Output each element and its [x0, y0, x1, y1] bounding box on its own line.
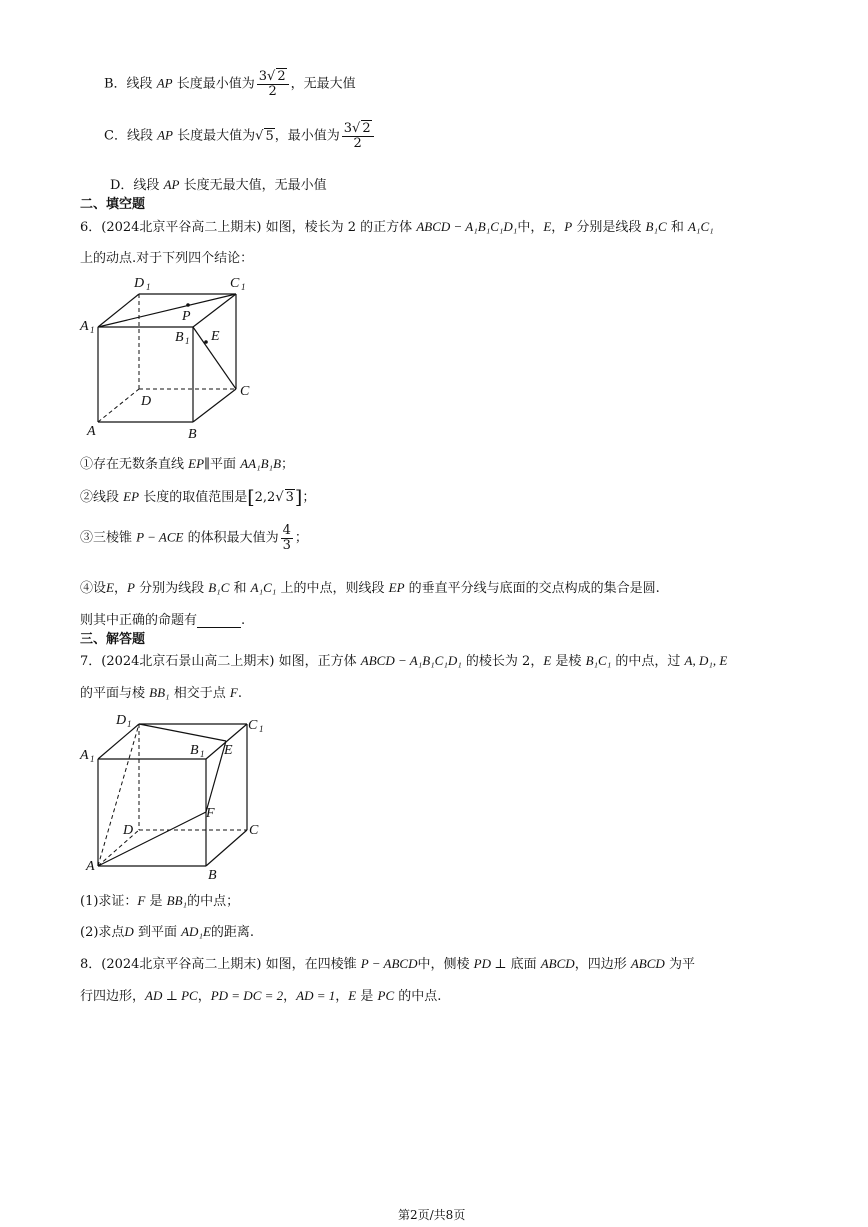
- answer-blank: [197, 626, 241, 628]
- fraction: $\frac{4}{3}$: [282, 523, 291, 553]
- label-a1: A: [80, 748, 89, 763]
- label-b1-sub: 1: [185, 336, 190, 346]
- q6-statement-2: ②线段 EP 长度的取值范围是[2,2√ 3]；: [80, 486, 316, 509]
- q8-intro: 8．(2024北京平谷高二上期末) 如图，在四棱锥 P − ABCD中，侧棱 PD ⊥ 底面 ABCD，四边形 ABCD 为平: [80, 956, 695, 972]
- q6-statement-3: ③三棱锥 P − ACE 的体积最大值为 $\frac{4}{3}$ ；: [80, 523, 308, 553]
- label-d1-sub: 1: [127, 719, 132, 729]
- label-e: E: [224, 743, 233, 758]
- label-d: D: [141, 394, 152, 409]
- label-c1: C: [230, 276, 240, 291]
- label-d1: D: [116, 713, 127, 728]
- page-footer: 第2页/共8页: [398, 1208, 466, 1222]
- option-d: D．线段 AP 长度无最大值，无最小值: [110, 177, 327, 193]
- label-c: C: [240, 384, 250, 399]
- q7-intro: 7．(2024北京石景山高二上期末) 如图，正方体 ABCD − A₁B₁C₁D₁ 的棱长为 2，E 是棱 B₁C₁ 的中点，过 A, D₁, E: [80, 653, 728, 669]
- q6-cube-figure: [78, 270, 278, 442]
- q6-statement-4: ④设E，P 分别为线段 B₁C 和 A₁C₁ 上的中点，则线段 EP 的垂直平分线与底面的交点构成的集合是圆.: [80, 580, 660, 596]
- label-a: A: [87, 424, 96, 439]
- q8-intro-line2: 行四边形，AD ⊥ PC，PD = DC = 2，AD = 1，E 是 PC 的中点.: [80, 988, 442, 1004]
- label-e: E: [211, 329, 220, 344]
- option-b: B．线段 AP 长度最小值为 $\frac{3√ 2}{2}$ ，无最大值: [104, 69, 356, 99]
- label-d1-sub: 1: [146, 282, 151, 292]
- label-c1: C: [248, 718, 258, 733]
- section-heading-fill: 二、填空题: [80, 197, 146, 212]
- label-b1: B: [190, 743, 199, 758]
- q6-intro: 6．(2024北京平谷高二上期末) 如图，棱长为 2 的正方体 ABCD − A₁B₁C₁D₁中，E，P 分别是线段 B₁C 和 A₁C₁: [80, 219, 714, 235]
- label-a1-sub: 1: [90, 325, 95, 335]
- label-f: F: [206, 806, 215, 821]
- q6-intro-line2: 上的动点.对于下列四个结论：: [80, 251, 254, 266]
- point-p-dot: [186, 303, 190, 307]
- section-heading-answer: 三、解答题: [80, 632, 146, 647]
- point-e-dot: [204, 340, 208, 344]
- q6-statement-1: ①存在无数条直线 EP∥平面 AA₁B₁B；: [80, 456, 295, 472]
- label-a1: A: [80, 319, 89, 334]
- label-p: P: [182, 309, 191, 324]
- label-b1: B: [175, 330, 184, 345]
- q7-intro-line2: 的平面与棱 BB₁ 相交于点 F.: [80, 685, 242, 701]
- fraction: $\frac{3√ 2}{2}$: [342, 122, 374, 150]
- label-c: C: [249, 823, 259, 838]
- label-d: D: [123, 823, 134, 838]
- q6-question: 则其中正确的命题有 .: [80, 613, 246, 628]
- label-b: B: [188, 427, 197, 442]
- label-b: B: [208, 868, 217, 882]
- label-b1-sub: 1: [200, 749, 205, 759]
- fraction: $\frac{3√ 2}{2}$: [257, 70, 289, 98]
- q7-part-2: (2)求点D 到平面 AD₁E的距离.: [80, 924, 255, 940]
- label-a: A: [86, 859, 95, 874]
- option-c: C．线段 AP 长度最大值为√ 5，最小值为 $\frac{3√ 2}{2}$: [104, 122, 376, 150]
- label-c1-sub: 1: [241, 282, 246, 292]
- label-d1: D: [134, 276, 145, 291]
- label-a1-sub: 1: [90, 754, 95, 764]
- q7-cube-figure: [78, 706, 278, 882]
- q7-part-1: (1)求证：F 是 BB₁的中点；: [80, 893, 240, 909]
- label-c1-sub: 1: [259, 724, 264, 734]
